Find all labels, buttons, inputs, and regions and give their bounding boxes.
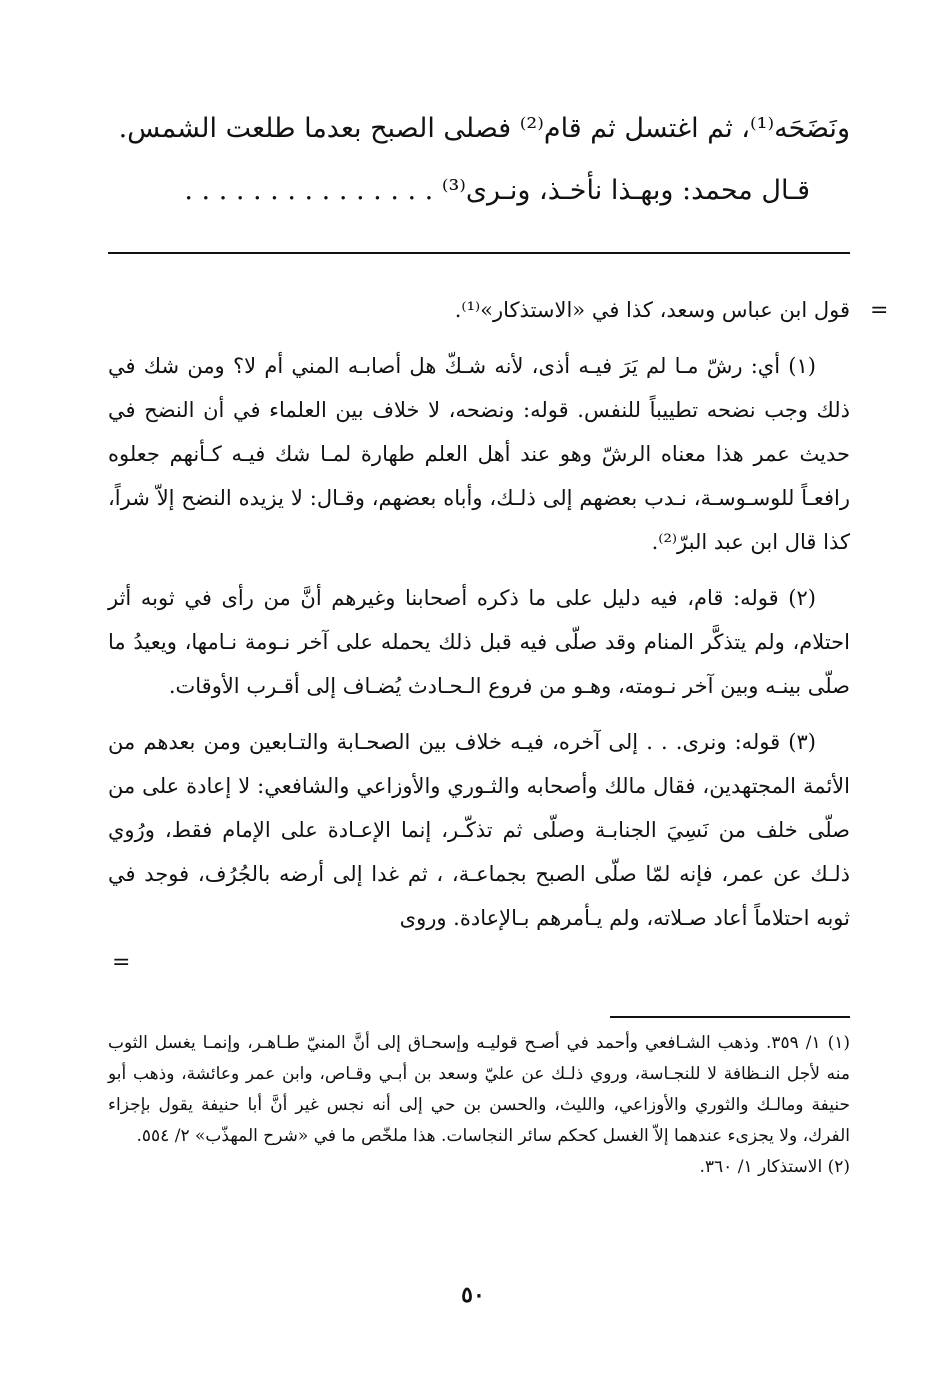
page-number: ٥٠: [461, 1282, 485, 1308]
main-text-line-2: قـال محمد: وبهـذا نأخـذ، ونـرى⁽³⁾ . . . . . . . . . . . . . . .: [184, 175, 810, 206]
commentary-continuation: قول ابن عباس وسعد، كذا في «الاستذكار»⁽¹⁾.: [454, 298, 850, 322]
footnote-1: (١) ١/ ٣٥٩. وذهب الشـافعي وأحمد في أصـح قوليـه وإسحـاق إلى أنَّ المنيّ طـاهـر، وإنمـا يغسل الثوب منه لأجل النـظافة لا للنجـاسة، وروي ذلـك عن عليّ وسعد بن أبـي وقـاص، وابن عمر وعائشة، وذهب أبو حنيفة ومالـك والثوري والأوزاعي، والليث، والحسن بن حي إلى أنه نجس غير أنَّ أبا حنيفة يقول بإجزاء الفرك، ولا يجزىء عندهما إلاّ الغسل كحكم سائر النجاسات. هذا ملخّص ما في «شرح المهذّب» ٢/ ٥٥٤.: [108, 1033, 850, 1146]
commentary-note-1: (١) أي: رشّ مـا لم يَرَ فيـه أذى، لأنه شـكّ هل أصابـه المني أم لا؟ ومن شك في ذلك وجب نضحه تطييباً للنفس. قوله: ونضحه، لا خلاف بين العلماء في أن النضح في حديث عمر هذا معناه الرشّ وهو عند أهل العلم طهارة لمـا شك فيـه كـأنهم جعلوه رافعـاً للوسـوسـة، نـدب بعضهم إلى ذلـك، وأباه بعضهم، وقـال: لا يزيده النضح إلاّ شراً، كذا قال ابن عبد البرّ⁽²⁾.: [108, 354, 850, 554]
commentary-note-3: (٣) قوله: ونرى. . . إلى آخره، فيـه خلاف بين الصحـابة والتـابعين ومن بعدهم من الأئمة المجتهدين، فقال مالك وأصحابه والثـوري والأوزاعي والشافعي: لا إعادة على من صلّى خلف من نَسِيَ الجنابـة وصلّى ثم تذكّـر، إنما الإعـادة على الإمام فقط، ورُوي ذلـك عن عمر، فإنه لمّا صلّى الصبح بجماعـة، ، ثم غدا إلى أرضه بالجُرُف، فوجد في ثوبه احتلاماً أعاد صـلاته، ولم يـأمرهم بـالإعادة. وروى: [108, 730, 850, 930]
continuation-mark-top: =: [870, 298, 889, 323]
main-text: [108, 98, 850, 222]
commentary: [108, 288, 850, 952]
main-text-line-1: ونَضَحَه⁽¹⁾، ثم اغتسل ثم قام⁽²⁾ فصلى الصبح بعدما طلعت الشمس.: [118, 113, 850, 144]
separator-rule: [108, 252, 850, 254]
footnote-rule: [610, 1016, 850, 1018]
footnote-2: (٢) الاستذكار ١/ ٣٦٠.: [699, 1157, 850, 1177]
footnotes: [108, 1028, 850, 1183]
commentary-note-2: (٢) قوله: قام، فيه دليل على ما ذكره أصحابنا وغيرهم أنَّ من رأى في ثوبه أثر احتلام، ولم يتذكَّر المنام وقد صلّى فيه قبل ذلك يحمله على آخر نـومة نـامها، ويعيدُ ما صلّى بينـه وبين آخر نـومته، وهـو من فروع الـحـادث يُضـاف إلى أقـرب الأوقات.: [108, 586, 850, 698]
continuation-mark-bottom: =: [112, 950, 131, 975]
